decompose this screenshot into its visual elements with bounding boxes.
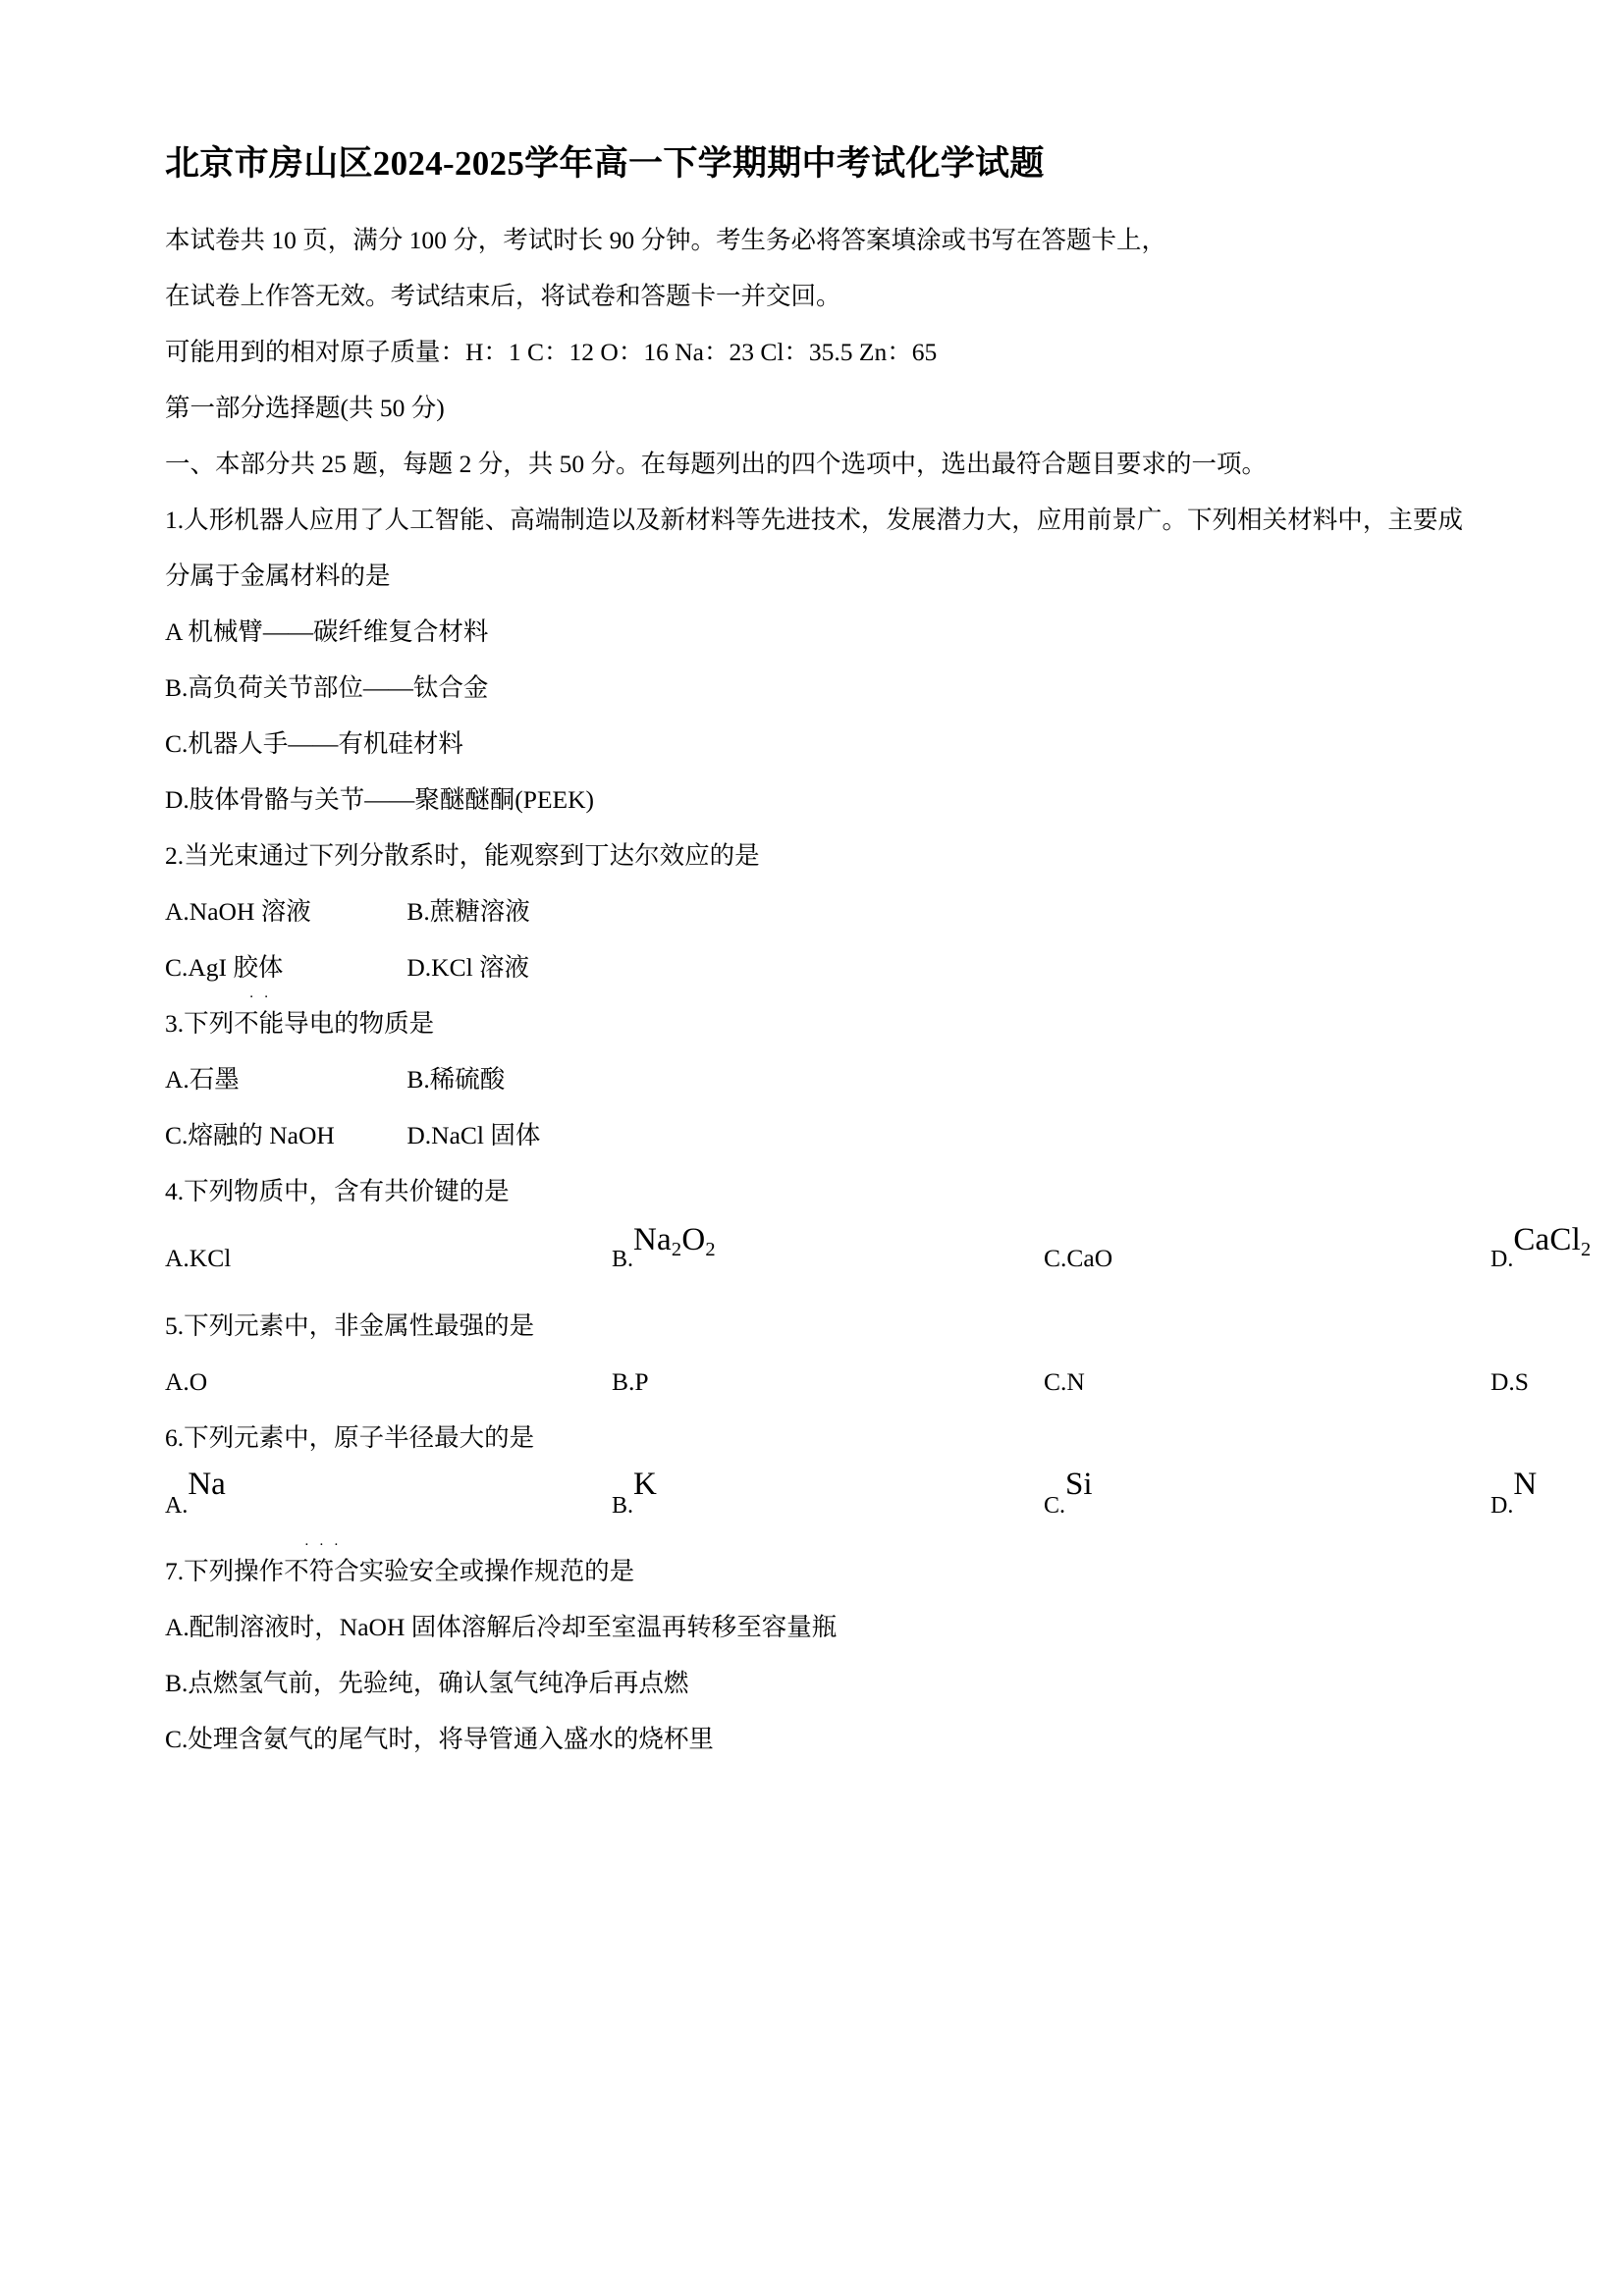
formula-mid: O bbox=[681, 1222, 706, 1258]
question-5-option-d[interactable]: D.S bbox=[1490, 1367, 1529, 1397]
question-1-stem: 1.人形机器人应用了人工智能、高端制造以及新材料等先进技术，发展潜力大，应用前景广。下列相关材料中，主要成分属于金属材料的是 bbox=[165, 506, 1463, 591]
part-one-heading: 第一部分选择题(共 50 分) bbox=[165, 394, 445, 423]
question-2-option-d[interactable]: D.KCl 溶液 bbox=[406, 953, 530, 983]
question-6-option-c-label: C. bbox=[1044, 1493, 1066, 1520]
question-2-stem: 2.当光束通过下列分散系时，能观察到丁达尔效应的是 bbox=[165, 841, 760, 871]
question-6-option-d-symbol: N bbox=[1513, 1467, 1538, 1503]
formula-sub-1: 2 bbox=[671, 1239, 682, 1261]
question-3-options-row-2 bbox=[165, 1107, 1463, 1163]
question-6-option-a[interactable] bbox=[165, 1466, 612, 1543]
question-3-option-b[interactable]: B.稀硫酸 bbox=[406, 1065, 506, 1095]
question-6-option-b-label: B. bbox=[612, 1493, 634, 1520]
question-3-option-d[interactable]: D.NaCl 固体 bbox=[406, 1121, 541, 1150]
question-4-stem: 4.下列物质中，含有共价键的是 bbox=[165, 1177, 510, 1206]
question-2-options-row-1 bbox=[165, 883, 1463, 939]
question-1-option-d[interactable]: D.肢体骨骼与关节——聚醚醚酮(PEEK) bbox=[165, 785, 595, 815]
question-4-option-d[interactable] bbox=[1490, 1219, 1591, 1298]
question-6-option-b-symbol: K bbox=[633, 1467, 657, 1503]
question-3-option-a[interactable]: A.石墨 bbox=[165, 1065, 240, 1095]
question-5-option-c[interactable]: C.N bbox=[1044, 1367, 1085, 1397]
question-5-option-b[interactable]: B.P bbox=[612, 1367, 649, 1397]
formula-base: CaCl bbox=[1513, 1222, 1581, 1258]
question-5-option-a[interactable]: A.O bbox=[165, 1367, 208, 1397]
formula-sub-1: 2 bbox=[1580, 1239, 1592, 1261]
question-6-option-b[interactable] bbox=[612, 1466, 1044, 1543]
question-6-option-d-label: D. bbox=[1490, 1493, 1514, 1520]
question-4-option-d-formula bbox=[1513, 1222, 1592, 1261]
question-4-option-c-text: C.CaO bbox=[1044, 1244, 1113, 1273]
question-7-stem bbox=[165, 1536, 1463, 1599]
page-title: 北京市房山区2024-2025学年高一下学期期中考试化学试题 bbox=[165, 144, 1045, 183]
question-5-options-row bbox=[165, 1354, 1529, 1410]
question-4-option-b-formula bbox=[633, 1222, 716, 1261]
question-4-option-b-label: B. bbox=[612, 1247, 634, 1273]
question-7-stem-suffix: 实验安全或操作规范的是 bbox=[358, 1557, 635, 1586]
question-4-option-c[interactable] bbox=[1044, 1221, 1490, 1296]
question-2-option-b[interactable]: B.蔗糖溶液 bbox=[406, 897, 530, 927]
emphasis-dots-icon: · · bbox=[248, 988, 269, 1005]
question-2-option-a[interactable]: A.NaOH 溶液 bbox=[165, 897, 311, 927]
question-7-stem-prefix: 7.下列操作 bbox=[165, 1557, 285, 1586]
question-3-stem-suffix: 导电的物质是 bbox=[284, 1009, 435, 1039]
question-6-options-row bbox=[165, 1466, 1538, 1543]
question-3-stem bbox=[165, 988, 1463, 1051]
atomic-masses-line: 可能用到的相对原子质量：H：1 C：12 O：16 Na：23 Cl：35.5 Zn：65 bbox=[165, 338, 938, 367]
question-6-option-c-symbol: Si bbox=[1065, 1467, 1093, 1503]
question-7-option-a[interactable]: A.配制溶液时，NaOH 固体溶解后冷却至室温再转移至容量瓶 bbox=[165, 1613, 838, 1642]
question-4-option-b[interactable] bbox=[612, 1219, 1044, 1298]
question-6-option-c[interactable] bbox=[1044, 1466, 1490, 1543]
question-7-option-b[interactable]: B.点燃氢气前，先验纯，确认氢气纯净后再点燃 bbox=[165, 1669, 689, 1698]
question-1-option-b[interactable]: B.高负荷关节部位——钛合金 bbox=[165, 673, 489, 703]
question-2-option-c[interactable]: C.AgI 胶体 bbox=[165, 953, 284, 983]
instructions-line-2: 在试卷上作答无效。考试结束后，将试卷和答题卡一并交回。 bbox=[165, 282, 841, 311]
question-5-stem: 5.下列元素中，非金属性最强的是 bbox=[165, 1311, 535, 1341]
question-2-options-row-2 bbox=[165, 939, 1463, 995]
question-6-option-a-symbol: Na bbox=[188, 1467, 226, 1503]
question-7-emphasis-text: 不符合 bbox=[284, 1557, 359, 1586]
formula-sub-2: 2 bbox=[705, 1239, 716, 1261]
question-1-option-a[interactable]: A 机械臂——碳纤维复合材料 bbox=[165, 617, 489, 647]
question-4-option-a-text: A.KCl bbox=[165, 1244, 232, 1273]
question-4-option-d-label: D. bbox=[1490, 1247, 1514, 1273]
formula-base: Na bbox=[633, 1222, 672, 1258]
question-3-stem-prefix: 3.下列 bbox=[165, 1009, 235, 1039]
question-4-options-row bbox=[165, 1219, 1592, 1298]
section-one-note: 一、本部分共 25 题，每题 2 分，共 50 分。在每题列出的四个选项中，选出最符合题目要求的一项。 bbox=[165, 450, 1268, 479]
question-6-option-d[interactable] bbox=[1490, 1466, 1537, 1543]
question-3-emphasis-text: 不能 bbox=[234, 1009, 285, 1039]
question-7-option-c[interactable]: C.处理含氨气的尾气时，将导管通入盛水的烧杯里 bbox=[165, 1725, 714, 1754]
question-1-option-c[interactable]: C.机器人手——有机硅材料 bbox=[165, 729, 463, 759]
question-7-emphasis bbox=[284, 1536, 359, 1599]
question-3-emphasis bbox=[234, 988, 285, 1051]
question-3-options-row-1 bbox=[165, 1051, 1463, 1107]
emphasis-dots-icon: · · · bbox=[303, 1536, 339, 1553]
question-6-option-a-label: A. bbox=[165, 1493, 189, 1520]
question-3-option-c[interactable]: C.熔融的 NaOH bbox=[165, 1121, 335, 1150]
instructions-line-1: 本试卷共 10 页，满分 100 分，考试时长 90 分钟。考生务必将答案填涂或书写在答题卡上， bbox=[165, 226, 1167, 255]
page-content bbox=[165, 140, 1592, 1767]
question-4-option-a[interactable] bbox=[165, 1221, 612, 1296]
question-6-stem: 6.下列元素中，原子半径最大的是 bbox=[165, 1423, 535, 1453]
